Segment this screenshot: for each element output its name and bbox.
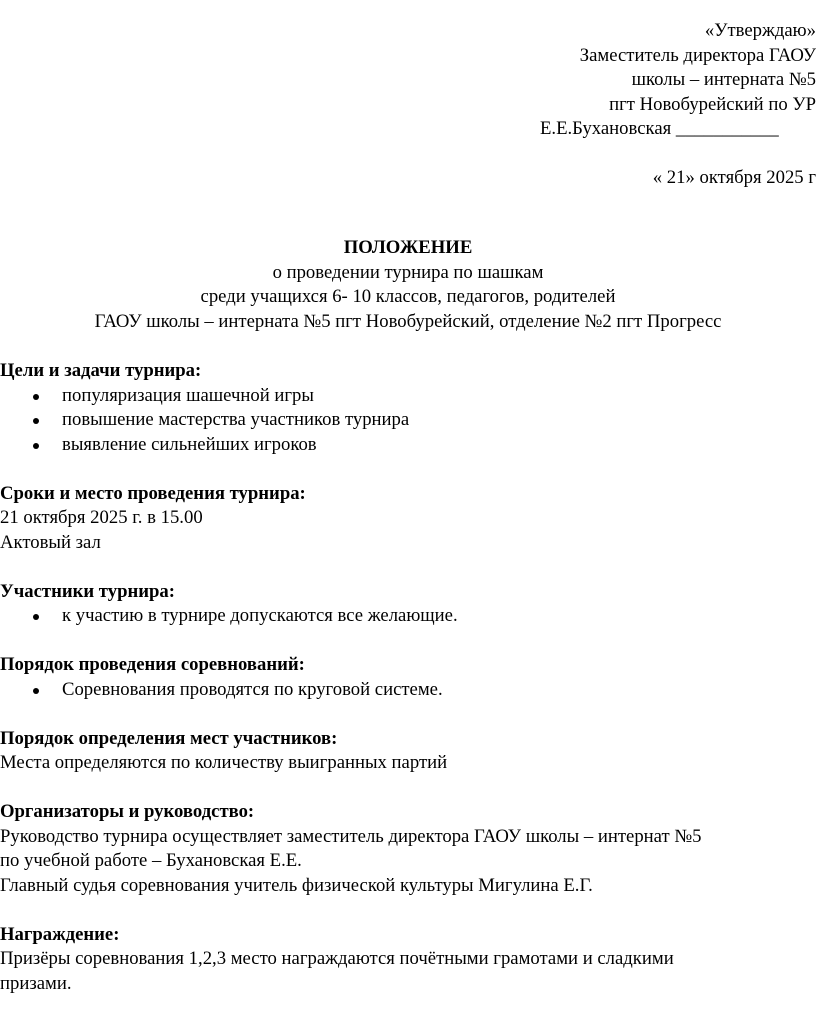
approval-date: « 21» октября 2025 г [652,166,816,188]
section-participants [0,580,816,629]
list-item [0,433,816,458]
section-procedure-title: Порядок проведения соревнований: [0,654,305,675]
section-organizers [0,800,816,898]
list-item-text: повышение мастерства участников турнира [62,409,410,430]
document-subtitle-2: среди учащихся 6- 10 классов, педагогов, родителей [200,286,616,307]
list-item [0,384,816,409]
list-item [0,408,816,433]
section-goals [0,359,816,457]
bullet-icon [33,418,39,424]
organizers-line-3: Главный судья соревнования учитель физической культуры Мигулина Е.Г. [0,874,593,896]
document-body [0,359,816,1021]
approval-signature: Е.Е.Бухановская ___________ [540,118,779,139]
section-placing [0,727,816,776]
organizers-line-1: Руководство турнира осуществляет заместитель директора ГАОУ школы – интернат №5 [0,825,702,847]
bullet-icon [33,394,39,400]
document-subtitle-3: ГАОУ школы – интерната №5 пгт Новобурейский, отделение №2 пгт Прогресс [94,310,722,332]
section-procedure [0,653,816,702]
section-awards [0,923,816,997]
time-place-location: Актовый зал [0,531,101,553]
list-item-text: к участию в турнире допускаются все желающие. [62,605,458,626]
approval-position: Заместитель директора ГАОУ [579,44,816,66]
section-time-place [0,482,816,556]
goals-list [0,384,816,458]
procedure-list [0,678,816,703]
document-subtitle-1: о проведении турнира по шашкам [272,261,544,283]
approval-school: школы – интерната №5 [631,69,816,90]
section-time-place-title: Сроки и место проведения турнира: [0,482,306,504]
section-organizers-title: Организаторы и руководство: [0,801,255,822]
list-item-text: популяризация шашечной игры [62,384,314,406]
bullet-icon [33,443,39,449]
list-item [0,604,816,629]
section-awards-title: Награждение: [0,923,120,945]
awards-line-1: Призёры соревнования 1,2,3 место награждаются почётными грамотами и сладкими [0,948,674,969]
placing-text: Места определяются по количеству выигранных партий [0,752,448,773]
bullet-icon [33,614,39,620]
approval-heading: «Утверждаю» [704,20,816,41]
document-title-block [0,236,816,334]
approval-block [540,19,816,190]
list-item [0,678,816,703]
approval-location: пгт Новобурейский по УР [609,93,816,115]
section-placing-title: Порядок определения мест участников: [0,727,338,749]
awards-line-2: призами. [0,972,72,994]
time-place-date: 21 октября 2025 г. в 15.00 [0,507,203,528]
bullet-icon [33,688,39,694]
list-item-text: выявление сильнейших игроков [62,433,317,455]
participants-list [0,604,816,629]
list-item-text: Соревнования проводятся по круговой системе. [62,678,443,700]
organizers-line-2: по учебной работе – Бухановская Е.Е. [0,850,302,871]
section-goals-title: Цели и задачи турнира: [0,360,202,381]
section-participants-title: Участники турнира: [0,580,175,602]
document-title: ПОЛОЖЕНИЕ [343,237,473,258]
